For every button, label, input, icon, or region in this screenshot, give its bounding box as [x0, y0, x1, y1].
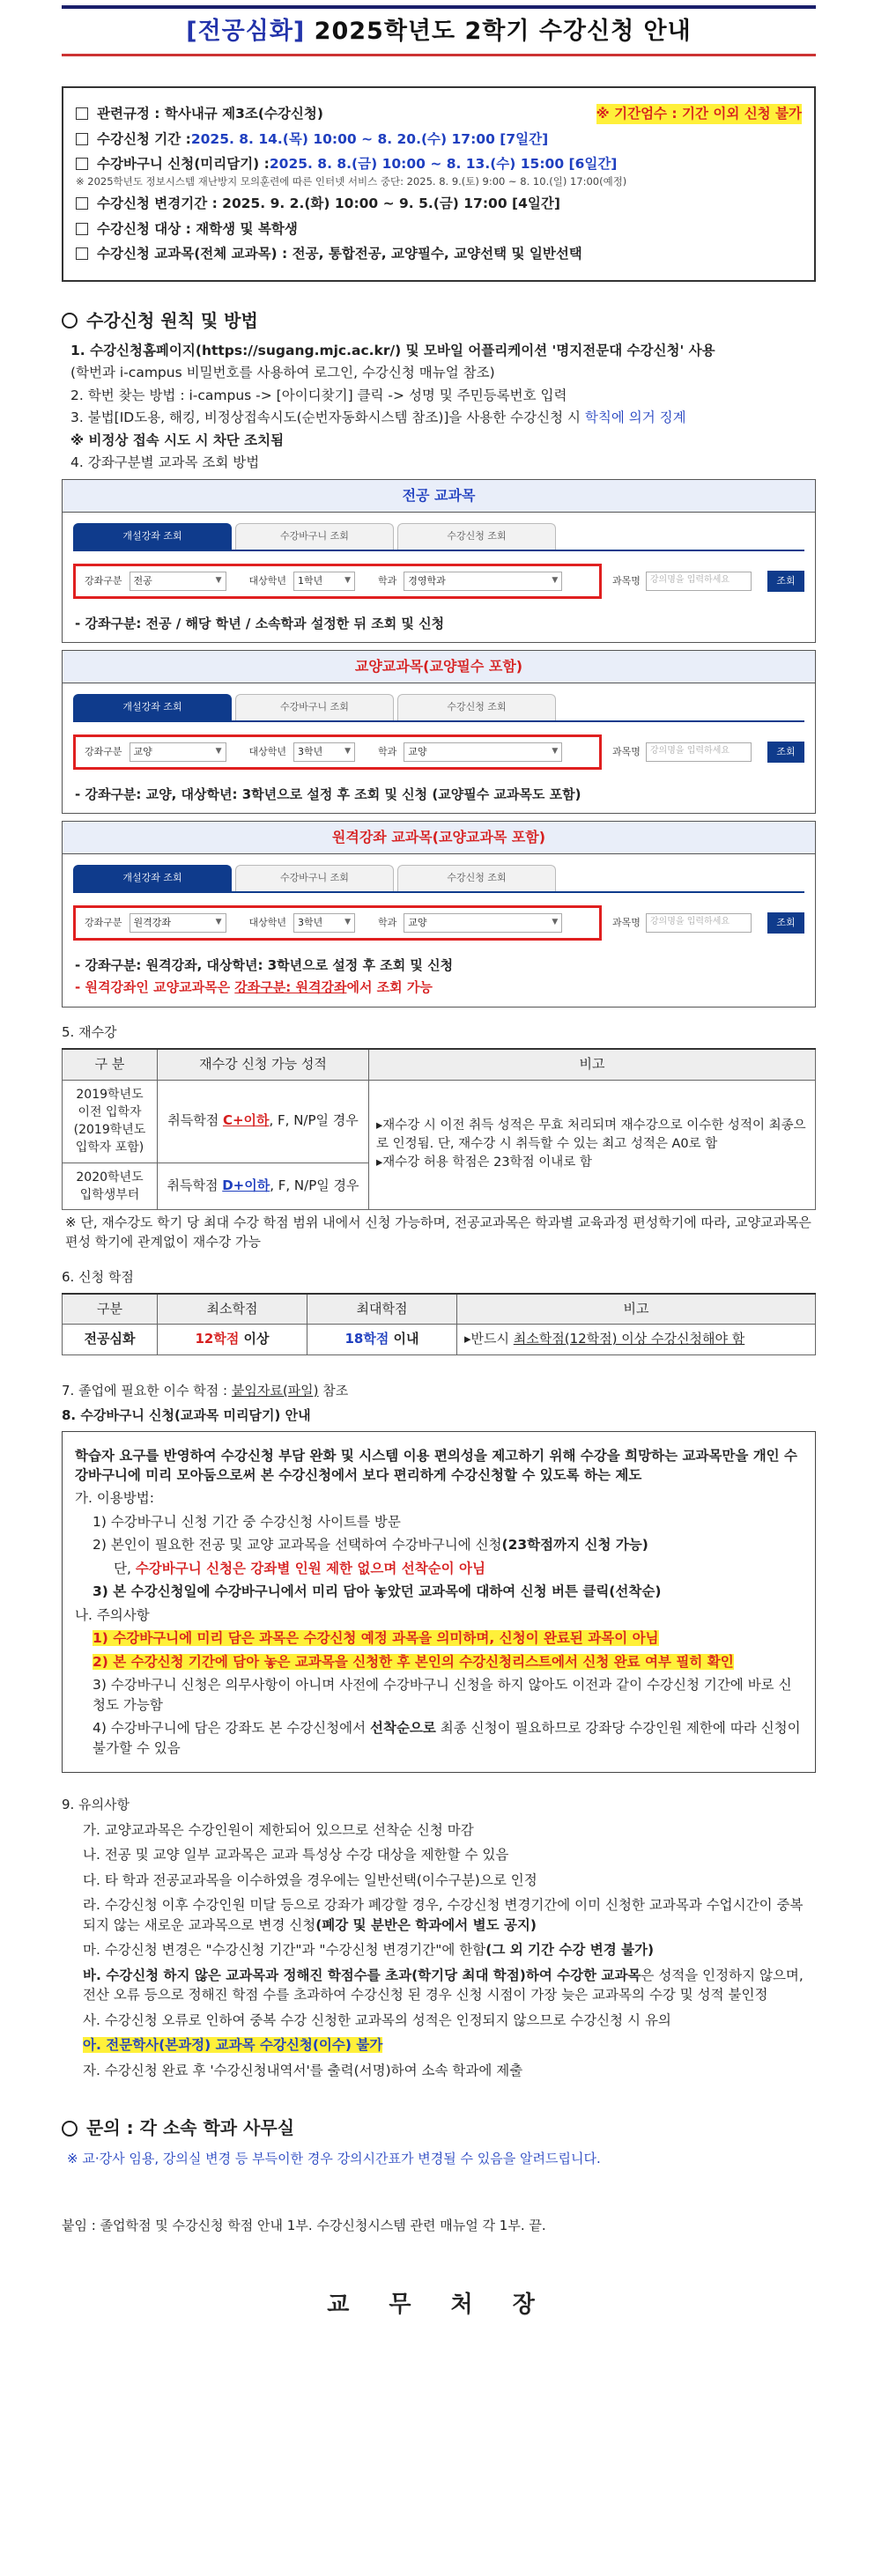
chevron-down-icon: ▼ — [552, 917, 559, 926]
line-text: 아. 전문학사(본과정) 교과목 수강신청(이수) 불가 — [83, 2037, 383, 2054]
caution-item: 자. 수강신청 완료 후 '수강신청내역서'를 출력(서명)하여 소속 학과에 제출 — [83, 2062, 523, 2078]
checkbox-icon — [76, 223, 88, 235]
cart-caution-heading: 나. 주의사항 — [75, 1606, 150, 1623]
grad-credit-line — [62, 1382, 816, 1401]
list-item — [70, 408, 816, 427]
panel-title: 전공 교과목 — [63, 480, 815, 512]
chevron-down-icon: ▼ — [552, 576, 559, 586]
caution-item — [83, 2035, 816, 2055]
item-text: 3. 불법[ID도용, 해킹, 비정상접속시도(순번자동화시스템 참조)]을 사용한 수강신청 시 — [70, 410, 585, 426]
course-label: 과목명 — [612, 745, 641, 757]
line-text: 2) 본 수강신청 기간에 담아 놓은 교과목을 신청한 후 본인의 수강신청리스트에서 신청 완료 여부 필히 확인 — [93, 1653, 734, 1670]
tab-open-courses[interactable]: 개설강좌 조회 — [73, 694, 232, 720]
chevron-down-icon: ▼ — [215, 917, 222, 926]
kind-value: 원격강좌 — [133, 916, 172, 928]
notice-page — [0, 5, 874, 2576]
cart-usage-3: 3) 본 수강신청일에 수강바구니에서 미리 담아 놓았던 교과목에 대하여 신청 버튼 클릭(선착순) — [93, 1583, 662, 1600]
line-text: 단, — [114, 1560, 136, 1576]
circle-bullet-icon — [62, 2121, 78, 2137]
cell-text: ▸반드시 — [464, 1331, 514, 1347]
cell-text: 취득학점 — [167, 1177, 223, 1194]
table-row — [63, 1049, 816, 1080]
tab-bar — [63, 513, 815, 550]
grade-label: 대상학년 — [248, 574, 287, 587]
course-search-input[interactable]: 강의명을 입력하세요 — [646, 742, 752, 762]
kind-select[interactable] — [130, 572, 226, 591]
line-text: (23학점까지 신청 가능) — [501, 1537, 648, 1554]
info-box — [62, 86, 816, 281]
table-cell — [158, 1080, 369, 1163]
cart-box — [62, 1431, 816, 1774]
contact-note: ※ 교·강사 임용, 강의실 변경 등 부득이한 경우 강의시간표가 변경될 수 있음을 알려드립니다. — [67, 2151, 601, 2166]
issuer-signature: 교 무 처 장 — [327, 2291, 551, 2318]
section-contact — [62, 2115, 816, 2141]
panel-general — [62, 650, 816, 814]
line-text: 라. 수강신청 이후 수강인원 미달 등으로 강좌가 폐강할 경우, 수강신청 변경기간에 이미 신청한 교과목과 수업시간이 중복되지 않는 새로운 교과목으로 변경 신청 — [83, 1897, 804, 1933]
caution-item: 가. 교양교과목은 수강인원이 제한되어 있으므로 선착순 신청 마감 — [83, 1821, 474, 1838]
caution-item: 다. 타 학과 전공교과목을 이수하였을 경우에는 일반선택(이수구분)으로 인정 — [83, 1871, 537, 1888]
cell-text: , F, N/P일 경우 — [269, 1112, 359, 1129]
item-text: 4. 강좌구분별 교과목 조회 방법 — [70, 454, 260, 470]
caution-item — [83, 1940, 816, 1960]
grade-value: 3학년 — [298, 916, 323, 928]
retake-note: ※ 단, 재수강도 학기 당 최대 수강 학점 범위 내에서 신청 가능하며, 전공교과목은 학과별 교육과정 편성학기에 따라, 교양교과목은 편성 학기에 관계없이 재수강 가능 — [65, 1214, 811, 1251]
panel-note: - 강좌구분: 전공 / 해당 학년 / 소속학과 설정한 뒤 조회 및 신청 — [75, 615, 445, 631]
table-cell — [369, 1080, 816, 1210]
table-row — [63, 1080, 816, 1163]
search-row — [63, 722, 815, 782]
info-subjects — [76, 244, 802, 263]
tab-registration[interactable]: 수강신청 조회 — [397, 523, 556, 550]
highlight-box — [73, 905, 602, 941]
line-text: (폐강 및 분반은 학과에서 별도 공지) — [315, 1916, 537, 1933]
rule-warning: ※ 기간엄수 : 기간 이외 신청 불가 — [596, 104, 802, 123]
remark-text: ▸재수강 허용 학점은 23학점 이내로 함 — [376, 1155, 592, 1170]
tab-open-courses[interactable]: 개설강좌 조회 — [73, 523, 232, 550]
line-text: 마. 수강신청 변경은 "수강신청 기간"과 "수강신청 변경기간"에 한함 — [83, 1942, 486, 1959]
remark-text: ▸재수강 시 이전 취득 성적은 무효 처리되며 재수강으로 이수한 성적이 최종으로 인정됨. 단, 재수강 시 취득할 수 있는 최고 성적은 A0로 함 — [376, 1118, 806, 1152]
credit-table — [62, 1293, 816, 1356]
retake-table — [62, 1048, 816, 1211]
kind-label: 강좌구분 — [85, 574, 122, 587]
table-cell: 2020학년도 입학생부터 — [63, 1163, 158, 1210]
title-tag: [전공심화] — [186, 18, 306, 45]
line-text: 바. 수강신청 하지 않은 교과목과 정해진 학점수를 초과(학기당 최대 학점)하여 수강한 교과목 — [83, 1967, 641, 1983]
cell-text: 이내 — [389, 1331, 419, 1347]
attachment-line: 붙임 : 졸업학점 및 수강신청 학점 안내 1부. 수강신청시스템 관련 매뉴얼 각 1부. 끝. — [62, 2217, 546, 2233]
circle-bullet-icon — [62, 313, 78, 328]
chevron-down-icon: ▼ — [344, 576, 352, 586]
chevron-down-icon: ▼ — [552, 747, 559, 757]
line-text: 7. 졸업에 필요한 이수 학점 : — [62, 1383, 232, 1399]
grade-select[interactable] — [293, 742, 355, 762]
dept-value: 교양 — [408, 916, 427, 928]
panel-title: 교양교과목(교양필수 포함) — [63, 651, 815, 683]
list-item — [70, 386, 816, 405]
page-title — [62, 14, 816, 48]
tab-cart[interactable]: 수강바구니 조회 — [235, 694, 394, 720]
kind-value: 전공 — [133, 574, 152, 587]
chevron-down-icon: ▼ — [215, 747, 222, 757]
line-text: 1) 수강바구니에 미리 담은 과목은 수강신청 예정 과목을 의미하며, 신청이 완료된 과목이 아님 — [93, 1630, 659, 1647]
panel-title: 원격강좌 교과목(교양교과목 포함) — [63, 822, 815, 853]
grade-value: 1학년 — [298, 574, 323, 587]
note-text: 강좌구분: 원격강좌 — [234, 979, 347, 996]
item-text: 2. 학번 찾는 방법 : i-campus -> [아이디찾기] 클릭 -> 성명 및 주민등록번호 입력 — [70, 387, 567, 403]
tab-registration[interactable]: 수강신청 조회 — [397, 694, 556, 720]
cell-text: 취득학점 — [167, 1112, 223, 1129]
title-text: 2025학년도 2학기 수강신청 안내 — [305, 18, 692, 45]
search-row — [63, 893, 815, 953]
item-text: 학칙에 의거 징계 — [584, 410, 686, 426]
cart-caution-4 — [75, 1718, 803, 1758]
line-text: 4) 수강바구니에 담은 강좌도 본 수강신청에서 — [93, 1720, 370, 1737]
table-header: 구분 — [63, 1294, 158, 1325]
panel-note — [63, 953, 815, 976]
caution-item: 사. 수강신청 오류로 인하여 중복 수강 신청한 교과목의 성적은 인정되지 않으므로 수강신청 시 유의 — [83, 2011, 671, 2028]
table-cell: 2019학년도 이전 입학자 (2019학년도 입학자 포함) — [63, 1080, 158, 1163]
grade-label: 대상학년 — [248, 745, 287, 757]
rule-label: 관련규정 : 학사내규 제3조(수강신청) — [97, 106, 323, 122]
tab-bar — [63, 854, 815, 891]
table-header: 비고 — [369, 1049, 816, 1080]
cart-usage-2 — [75, 1535, 803, 1554]
target-label: 수강신청 대상 : 재학생 및 복학생 — [97, 220, 298, 237]
checkbox-icon — [76, 197, 88, 210]
caution-item: 나. 전공 및 교양 일부 교과목은 교과 특성상 수강 대상을 제한할 수 있음 — [83, 1847, 509, 1864]
list-item — [70, 453, 816, 472]
line-text: (그 외 기간 수강 변경 불가) — [485, 1942, 655, 1959]
dept-select[interactable] — [404, 572, 562, 591]
section-principles-title: 수강신청 원칙 및 방법 — [86, 309, 258, 331]
kind-label: 강좌구분 — [85, 745, 122, 757]
item-text: (학번과 i-campus 비밀번호를 사용하여 로그인, 수강신청 매뉴얼 참조) — [70, 365, 495, 381]
search-button[interactable]: 조회 — [767, 571, 804, 592]
cell-text: D+이하 — [222, 1177, 270, 1194]
chevron-down-icon: ▼ — [344, 917, 352, 926]
table-cell — [158, 1325, 307, 1355]
highlight-box — [73, 734, 602, 770]
checkbox-icon — [76, 247, 88, 260]
chevron-down-icon: ▼ — [215, 576, 222, 586]
table-header: 구 분 — [63, 1049, 158, 1080]
line-text: 선착순으로 — [370, 1720, 436, 1737]
table-header: 최소학점 — [158, 1294, 307, 1325]
dept-label: 학과 — [378, 745, 397, 757]
panel-note: - 강좌구분: 교양, 대상학년: 3학년으로 설정 후 조회 및 신청 (교양필수 교과목도 포함) — [75, 786, 581, 802]
info-period — [76, 129, 802, 149]
principles-list — [62, 341, 816, 473]
cart-note: ※ 2025학년도 정보시스템 재난방지 모의훈련에 따른 인터넷 서비스 중단: 2025. 8. 9.(토) 9:00 ~ 8. 10.(일) 17:00(예정) — [76, 174, 627, 188]
cell-text: 이상 — [239, 1331, 270, 1347]
line-text: 2) 본인이 필요한 전공 및 교양 교과목을 선택하여 수강바구니에 신청 — [93, 1537, 502, 1554]
kind-value: 교양 — [133, 745, 152, 757]
search-row — [63, 551, 815, 611]
course-label: 과목명 — [612, 574, 641, 587]
tab-open-courses[interactable]: 개설강좌 조회 — [73, 865, 232, 891]
info-target — [76, 219, 802, 239]
subjects-label: 수강신청 교과목(전체 교과목) : 전공, 통합전공, 교양필수, 교양선택 및 일반선택 — [97, 246, 582, 262]
cart-usage-1: 1) 수강바구니 신청 기간 중 수강신청 사이트를 방문 — [93, 1513, 401, 1530]
info-cart — [76, 154, 802, 173]
cell-text: 최소학점(12학점) 이상 수강신청해야 함 — [513, 1331, 745, 1347]
cart-caution-3: 3) 수강바구니 신청은 의무사항이 아니며 사전에 수강바구니 신청을 하지 않아도 이전과 같이 수강신청 기간에 바로 신청도 가능함 — [93, 1677, 792, 1713]
cart-usage-2-note — [75, 1559, 803, 1578]
grade-value: 3학년 — [298, 745, 323, 757]
course-search-input[interactable]: 강의명을 입력하세요 — [646, 913, 752, 933]
grade-select[interactable] — [293, 572, 355, 591]
period-label: 수강신청 기간 : — [97, 130, 191, 147]
cell-text: , F, N/P일 경우 — [270, 1177, 359, 1194]
panel-note-online — [63, 975, 815, 1007]
table-header: 비고 — [457, 1294, 816, 1325]
grade-select[interactable] — [293, 913, 355, 933]
tab-cart[interactable]: 수강바구니 조회 — [235, 865, 394, 891]
cell-text: 18학점 — [344, 1331, 389, 1347]
caution-heading: 9. 유의사항 — [62, 1797, 130, 1813]
grade-label: 대상학년 — [248, 916, 287, 928]
dept-select[interactable] — [404, 742, 562, 762]
course-search-input[interactable]: 강의명을 입력하세요 — [646, 572, 752, 591]
list-item — [70, 363, 816, 382]
dept-label: 학과 — [378, 574, 397, 587]
kind-select[interactable] — [130, 742, 226, 762]
list-item — [70, 431, 816, 450]
caution-item — [83, 1895, 816, 1935]
change-label: 수강신청 변경기간 : 2025. 9. 2.(화) 10:00 ~ 9. 5.(금) 17:00 [4일간] — [97, 196, 560, 212]
dept-value: 경영학과 — [408, 574, 446, 587]
panel-online — [62, 821, 816, 1008]
line-text: 참조 — [318, 1383, 349, 1399]
search-button[interactable]: 조회 — [767, 912, 804, 934]
tab-registration[interactable]: 수강신청 조회 — [397, 865, 556, 891]
period-value: 2025. 8. 14.(목) 10:00 ~ 8. 20.(수) 17:00 [7일간] — [190, 130, 549, 147]
chevron-down-icon: ▼ — [344, 747, 352, 757]
checkbox-icon — [76, 158, 88, 170]
line-text: 붙임자료(파일) — [231, 1383, 319, 1399]
kind-label: 강좌구분 — [85, 916, 122, 928]
title-block — [62, 5, 816, 56]
item-text: ※ 비정상 접속 시도 시 차단 조치됨 — [70, 432, 285, 448]
cart-usage-heading: 가. 이용방법: — [75, 1490, 154, 1507]
table-header: 최대학점 — [307, 1294, 457, 1325]
cart-intro: 학습자 요구를 반영하여 수강신청 부담 완화 및 시스템 이용 편의성을 제고하기 위해 수강을 희망하는 교과목만을 개인 수강바구니에 미리 모아둠으로써 본 수강신청에서 보다 편리하게 수강신청할 수 있도록 하는 제도 — [75, 1447, 798, 1483]
cart-value: 2025. 8. 8.(금) 10:00 ~ 8. 13.(수) 15:00 [6일간] — [269, 156, 618, 173]
dept-select[interactable] — [404, 913, 562, 933]
line-text: 은 성적을 인정하지 않으며, 전산 오류 등으로 정해진 학점 수를 초과하여 수강신청 된 경우 신청 시점이 가장 늦은 교과목의 수강 및 성적 불인정 — [83, 1967, 804, 2004]
table-cell — [307, 1325, 457, 1355]
tab-cart[interactable]: 수강바구니 조회 — [235, 523, 394, 550]
line-text: 수강바구니 신청은 강좌별 인원 제한 없으며 선착순이 아님 — [135, 1560, 485, 1576]
course-label: 과목명 — [612, 916, 641, 928]
table-row — [63, 1325, 816, 1355]
table-row — [63, 1294, 816, 1325]
note-text: - 원격강좌인 교양교과목은 — [75, 979, 235, 996]
kind-select[interactable] — [130, 913, 226, 933]
dept-value: 교양 — [408, 745, 427, 757]
cell-text: C+이하 — [222, 1112, 270, 1129]
item-text: 1. 수강신청홈페이지(https://sugang.mjc.ac.kr/) 및 모바일 어플리케이션 '명지전문대 수강신청' 사용 — [70, 342, 715, 358]
note-text: 에서 조회 가능 — [346, 979, 433, 996]
caution-item — [83, 1966, 816, 2005]
table-header: 재수강 신청 가능 성적 — [158, 1049, 369, 1080]
info-rule — [76, 104, 802, 123]
info-change — [76, 194, 802, 213]
table-cell — [158, 1163, 369, 1210]
dept-label: 학과 — [378, 916, 397, 928]
panel-note-text: - 강좌구분: 원격강좌, 대상학년: 3학년으로 설정 후 조회 및 신청 — [75, 956, 454, 973]
list-item — [70, 341, 816, 360]
line-text: 최종 신청이 필요하므로 강좌당 수강인원 제한에 따라 신청이 불가할 수 있음 — [93, 1720, 801, 1756]
cart-heading: 8. 수강바구니 신청(교과목 미리담기) 안내 — [62, 1406, 311, 1423]
table-cell — [457, 1325, 816, 1355]
contact-title: 문의 : 각 소속 학과 사무실 — [86, 2117, 295, 2138]
table-cell: 전공심화 — [63, 1325, 158, 1355]
caution-list — [62, 1820, 816, 2080]
credit-heading: 6. 신청 학점 — [62, 1268, 134, 1285]
tab-bar — [63, 683, 815, 720]
panel-major — [62, 479, 816, 643]
cart-caution-2 — [75, 1652, 803, 1672]
section-principles — [62, 308, 816, 334]
highlight-box — [73, 564, 602, 599]
cell-text: 12학점 — [195, 1331, 240, 1347]
search-button[interactable]: 조회 — [767, 742, 804, 763]
cart-caution-1 — [75, 1628, 803, 1648]
checkbox-icon — [76, 107, 88, 120]
retake-heading: 5. 재수강 — [62, 1024, 117, 1040]
cart-label: 수강바구니 신청(미리담기) : — [97, 156, 270, 173]
checkbox-icon — [76, 133, 88, 145]
